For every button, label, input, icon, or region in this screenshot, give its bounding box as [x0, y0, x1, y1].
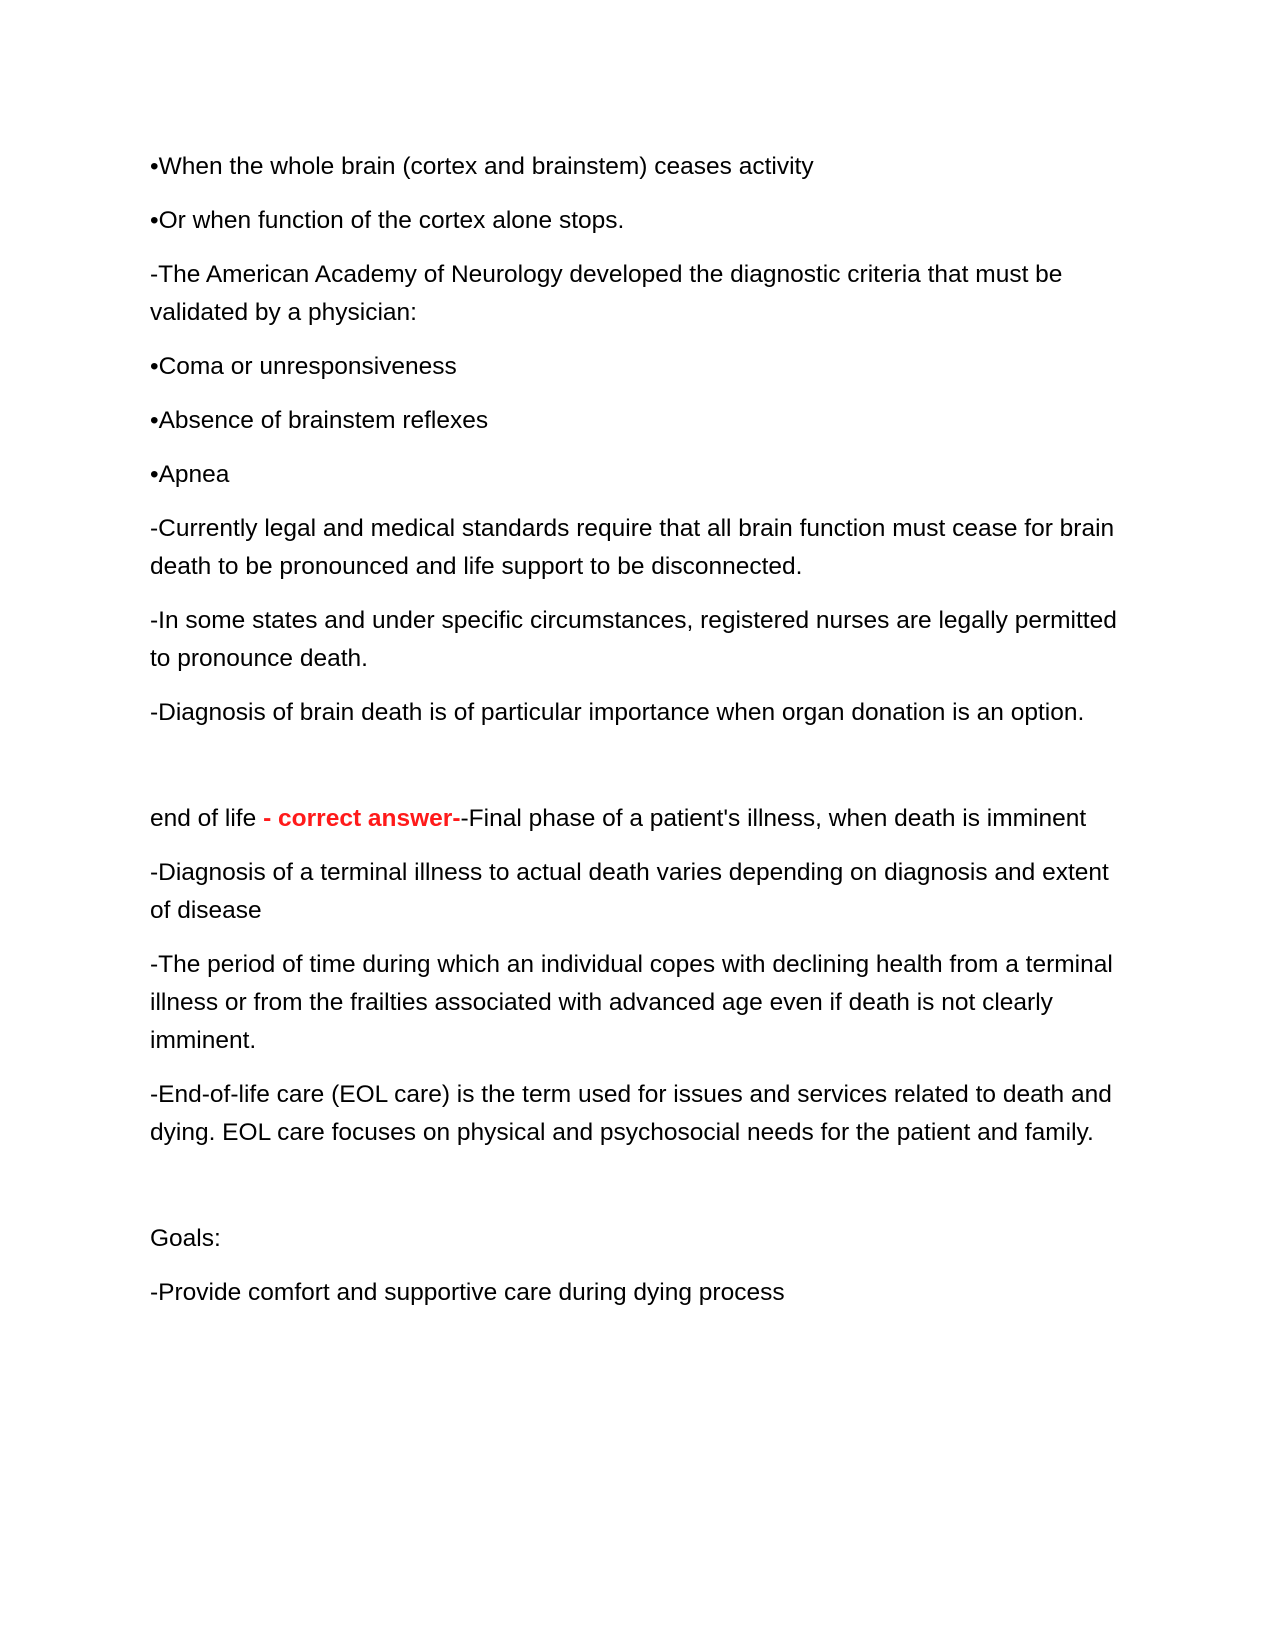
goal-item: -Provide comfort and supportive care during dying process — [150, 1279, 785, 1306]
bullet-cortex-alone: •Or when function of the cortex alone stops. — [150, 207, 625, 234]
paragraph-aan-criteria: -The American Academy of Neurology developed the diagnostic criteria that must be validated by a physician: — [150, 261, 1063, 326]
entry-end-of-life — [150, 800, 1130, 838]
paragraph-legal-standards: -Currently legal and medical standards require that all brain function must cease for brain death to be pronounced and life support to be disconnected. — [150, 515, 1115, 580]
bullet-apnea: •Apnea — [150, 461, 230, 488]
bullet-coma: •Coma or unresponsiveness — [150, 353, 457, 380]
paragraph-organ-donation: -Diagnosis of brain death is of particular importance when organ donation is an option. — [150, 699, 1085, 726]
entry-term: end of life — [150, 805, 264, 832]
bullet-whole-brain: •When the whole brain (cortex and brainstem) ceases activity — [150, 153, 814, 180]
paragraph-terminal-diagnosis: -Diagnosis of a terminal illness to actual death varies depending on diagnosis and extent of disease — [150, 859, 1109, 924]
paragraph-eol-care: -End-of-life care (EOL care) is the term used for issues and services related to death and dying. EOL care focuses on physical and psychosocial needs for the patient and family. — [150, 1081, 1112, 1146]
paragraph-nurses-pronounce: -In some states and under specific circumstances, registered nurses are legally permitted to pronounce death. — [150, 607, 1117, 672]
section-gap — [150, 748, 1130, 800]
goals-heading: Goals: — [150, 1225, 221, 1252]
paragraph-declining-health: -The period of time during which an individual copes with declining health from a terminal illness or from the frailties associated with advanced age even if death is not clearly imminent. — [150, 951, 1113, 1054]
document-page — [150, 148, 1130, 1328]
entry-definition: -Final phase of a patient's illness, when death is imminent — [460, 805, 1087, 832]
correct-answer-marker: - correct answer- — [263, 805, 461, 832]
section-gap — [150, 1168, 1130, 1220]
bullet-brainstem-reflexes: •Absence of brainstem reflexes — [150, 407, 489, 434]
